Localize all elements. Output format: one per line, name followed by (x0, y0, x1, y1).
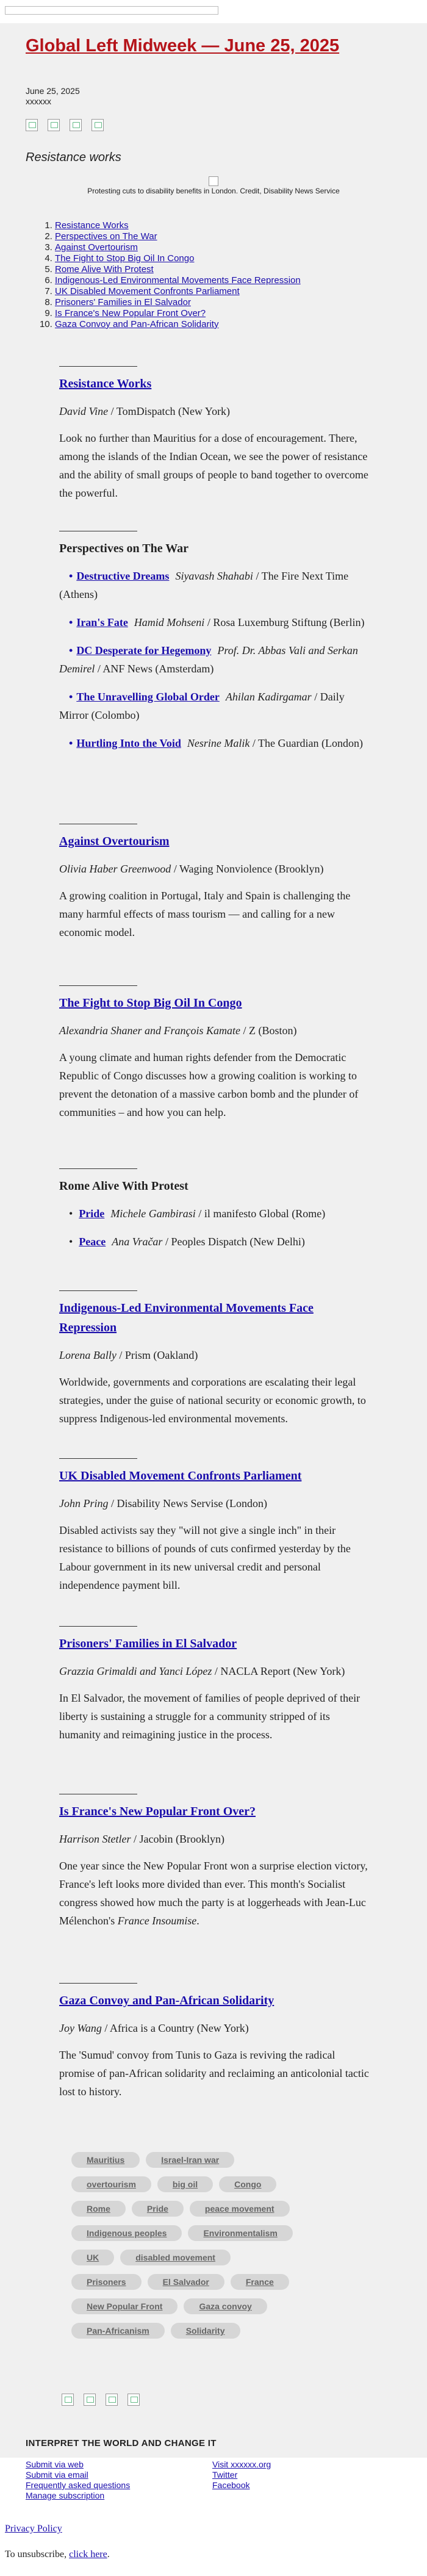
tag-chip[interactable]: Prisoners (71, 2274, 142, 2290)
unsubscribe-line (5, 2549, 110, 2560)
toc-item[interactable] (55, 275, 401, 286)
submit-email-link[interactable]: Submit via email (26, 2470, 88, 2480)
article-heading-link[interactable]: UK Disabled Movement Confronts Parliament (59, 1469, 302, 1483)
newsletter-header (26, 34, 401, 330)
divider (59, 1983, 137, 1984)
article-summary: Look no further than Mauritius for a dose of encouragement. There, among the islands of the Indian Ocean, we see the power of resistance and the ability of small groups of people to band together to overcome the powerful. (59, 432, 368, 499)
article-author: Nesrine Malik (187, 737, 250, 749)
divider (59, 1458, 137, 1459)
header-banner-image (5, 6, 218, 15)
tag-chip[interactable]: Israel-Iran war (146, 2152, 234, 2168)
list-item: • Pride Michele Gambirasi / il manifesto Global (Rome) (59, 1204, 370, 1223)
tag-chip[interactable]: disabled movement (120, 2250, 231, 2265)
toc-item[interactable] (55, 264, 401, 275)
tag-chip[interactable]: peace movement (190, 2201, 290, 2217)
article-summary: Worldwide, governments and corporations are escalating their legal strategies, under the guise of national security or economic growth, to suppress Indigenous-led environmental movements. (59, 1376, 366, 1425)
social-icon[interactable] (84, 2394, 96, 2406)
tag-row (71, 2176, 358, 2192)
article-link[interactable]: Hurtling Into the Void (76, 737, 181, 749)
article-resistance-works: Resistance Works David Vine / TomDispatch (New York) Look no further than Mauritius for a dose of encouragement. There, among the islands of the Indian Ocean, we see the power of resistance and the ability of small groups of people to band together to overcome the powerful. (59, 366, 370, 502)
social-icon[interactable] (127, 2394, 140, 2406)
tag-row (71, 2201, 358, 2217)
perspectives-list (59, 567, 370, 752)
tag-chip[interactable]: New Popular Front (71, 2298, 178, 2314)
article-uk: UK Disabled Movement Confronts Parliament John Pring / Disability News Servise (London) Disabled activists say they "will not give a single inch" in their resistance to billions of pounds of cuts confirmed yesterday by the Labour government in its new universal credit and personal independence payment bill. (59, 1458, 370, 1594)
article-source: Peoples Dispatch (New Delhi) (171, 1236, 305, 1248)
article-overtourism: Against Overtourism Olivia Haber Greenwood / Waging Nonviolence (Brooklyn) A growing coalition in Portugal, Italy and Spain is challenging the many harmful effects of mass tourism — and calling for a new economic model. (59, 824, 370, 941)
share-icon[interactable] (48, 119, 60, 131)
toc-link[interactable]: Gaza Convoy and Pan-African Solidarity (55, 318, 219, 329)
summary-end: . (196, 1915, 199, 1927)
toc-item[interactable] (55, 286, 401, 297)
tag-chip[interactable]: Pride (132, 2201, 184, 2217)
divider (59, 985, 137, 986)
social-icon[interactable] (62, 2394, 74, 2406)
list-item: • Hurtling Into the Void Nesrine Malik / The Guardian (London) (59, 734, 370, 752)
page-title[interactable]: Global Left Midweek — June 25, 2025 (26, 36, 340, 56)
article-author: Grazzia Grimaldi and Yanci López (59, 1665, 212, 1677)
footer-links-right (212, 2459, 399, 2501)
tag-chip[interactable]: Solidarity (171, 2323, 240, 2339)
article-source: Disability News Servise (London) (117, 1497, 267, 1509)
toc-item[interactable] (55, 308, 401, 319)
toc-link[interactable]: The Fight to Stop Big Oil In Congo (55, 253, 195, 264)
section-title: Resistance works (26, 151, 121, 164)
article-indigenous: Indigenous-Led Environmental Movements Face Repression Lorena Bally / Prism (Oakland) Worldwide, governments and corporations are escalating their legal strategies, under the guise of national security or economic growth, to suppress Indigenous-led environmental movements. (59, 1290, 370, 1428)
article-heading: Perspectives on The War (59, 542, 189, 555)
tag-chip[interactable]: Pan-Africanism (71, 2323, 165, 2339)
tag-row (71, 2152, 358, 2168)
footer-links (26, 2459, 404, 2501)
article-heading: Rome Alive With Protest (59, 1179, 188, 1193)
article-source: il manifesto Global (Rome) (204, 1207, 326, 1220)
article-source: Z (Boston) (248, 1024, 297, 1037)
article-source: NACLA Report (New York) (220, 1665, 345, 1677)
toc-link[interactable]: Is France's New Popular Front Over? (55, 308, 206, 318)
article-author: David Vine (59, 405, 109, 417)
manage-subscription-link[interactable]: Manage subscription (26, 2491, 105, 2500)
toc-link[interactable]: UK Disabled Movement Confronts Parliament (55, 286, 240, 297)
tag-row (71, 2225, 358, 2241)
toc-link[interactable]: Rome Alive With Protest (55, 264, 154, 275)
article-author: Alexandria Shaner and François Kamate (59, 1024, 240, 1037)
article-author: Lorena Bally (59, 1349, 117, 1361)
hero-image-caption (26, 176, 401, 196)
article-link[interactable]: Iran's Fate (76, 616, 128, 628)
article-author: John Pring (59, 1497, 109, 1509)
footer-heading: INTERPRET THE WORLD AND CHANGE IT (26, 2438, 217, 2448)
list-item: • Destructive Dreams Siyavash Shahabi / The Fire Next Time (Athens) (59, 567, 370, 603)
divider (59, 1290, 137, 1291)
toc-link[interactable]: Against Overtourism (55, 242, 138, 253)
tag-chip[interactable]: El Salvador (148, 2274, 224, 2290)
article-author: Harrison Stetler (59, 1833, 131, 1845)
tag-row (71, 2323, 358, 2339)
article-source: The Fire Next Time (Athens) (59, 570, 349, 600)
tag-chip[interactable]: France (231, 2274, 289, 2290)
submit-web-link[interactable]: Submit via web (26, 2459, 84, 2469)
toc-item[interactable] (55, 220, 401, 231)
article-author: Ana Vračar (112, 1236, 163, 1248)
hero-image (209, 176, 218, 186)
article-heading-link[interactable]: Resistance Works (59, 377, 152, 390)
toc-item[interactable] (55, 297, 401, 308)
table-of-contents (26, 220, 401, 330)
share-icon[interactable] (70, 119, 82, 131)
article-link[interactable]: Pride (79, 1207, 105, 1220)
tag-chip[interactable]: big oil (157, 2176, 213, 2192)
article-link[interactable]: The Unravelling Global Order (76, 691, 220, 703)
article-source: ANF News (Amsterdam) (102, 663, 214, 675)
unsubscribe-link[interactable]: click here (69, 2549, 107, 2560)
article-perspectives (59, 531, 370, 762)
article-summary: Disabled activists say they "will not give a single inch" in their resistance to billions of pounds of cuts confirmed yesterday by the Labour government in its new universal credit and personal independence payment bill. (59, 1524, 351, 1591)
article-heading-link[interactable]: Is France's New Popular Front Over? (59, 1805, 256, 1818)
article-source: Jacobin (Brooklyn) (139, 1833, 225, 1845)
article-heading-link[interactable]: Gaza Convoy and Pan-African Solidarity (59, 1994, 274, 2007)
tag-chip[interactable]: overtourism (71, 2176, 151, 2192)
article-source: Daily Mirror (Colombo) (59, 691, 345, 721)
summary-emphasis: France Insoumise (117, 1915, 197, 1927)
article-summary: In El Salvador, the movement of families of people deprived of their liberty is sustaining a struggle for a community stripped of its humanity and reimagining justice in the process. (59, 1692, 361, 1741)
article-summary: A young climate and human rights defender from the Democratic Republic of Congo discusses how a growing coalition is working to prevent the detonation of a massive carbon bomb and the plunder of communities – and how you can help. (59, 1051, 359, 1118)
social-icons (62, 2394, 140, 2406)
tag-chip[interactable]: Indigenous peoples (71, 2225, 182, 2241)
article-link[interactable]: Destructive Dreams (76, 570, 170, 582)
divider (59, 1168, 137, 1169)
article-summary (59, 1857, 370, 1930)
issue-date: June 25, 2025 (26, 86, 80, 96)
list-item: • Iran's Fate Hamid Mohseni / Rosa Luxemburg Stiftung (Berlin) (59, 613, 370, 631)
divider (59, 1626, 137, 1627)
article-heading-link[interactable]: The Fight to Stop Big Oil In Congo (59, 996, 242, 1010)
share-icons (26, 119, 401, 131)
article-source: Waging Nonviolence (Brooklyn) (179, 863, 324, 875)
toc-link[interactable]: Resistance Works (55, 220, 129, 231)
toc-link[interactable]: Prisoners' Families in El Salvador (55, 297, 191, 308)
tag-cloud (71, 2152, 358, 2347)
article-heading-link[interactable]: Indigenous-Led Environmental Movements Face Repression (59, 1301, 314, 1334)
article-gaza: Gaza Convoy and Pan-African Solidarity Joy Wang / Africa is a Country (New York) The 'Sumud' convoy from Tunis to Gaza is reviving the radical promise of pan-African solidarity and reclaiming an anticolonial tactic lost to history. (59, 1983, 370, 2101)
rome-list (59, 1204, 370, 1251)
article-author: Prof. Dr. Abbas Vali and Serkan Demirel (59, 644, 358, 675)
article-link[interactable]: DC Desperate for Hegemony (76, 644, 212, 657)
article-rome (59, 1168, 370, 1261)
article-heading-link[interactable]: Against Overtourism (59, 835, 170, 848)
article-author: Hamid Mohseni (134, 616, 205, 628)
list-item: • Peace Ana Vračar / Peoples Dispatch (New Delhi) (59, 1232, 370, 1251)
article-heading-link[interactable]: Prisoners' Families in El Salvador (59, 1637, 237, 1650)
tag-row (71, 2274, 358, 2290)
article-author: Joy Wang (59, 2022, 102, 2034)
article-france: Is France's New Popular Front Over? Harrison Stetler / Jacobin (Brooklyn) One year since the New Popular Front won a surprise election victory, France's left looks more divided than ever. This month's Socialist congress showed how much the party is at loggerheads with Jean-Luc Mélenchon's France Insoumise. (59, 1794, 370, 1930)
facebook-link[interactable]: Facebook (212, 2480, 250, 2490)
article-summary: A growing coalition in Portugal, Italy and Spain is challenging the many harmful effects of mass tourism — and calling for a new economic model. (59, 890, 351, 938)
toc-item[interactable] (55, 242, 401, 253)
toc-link[interactable]: Indigenous-Led Environmental Movements Face Repression (55, 275, 301, 286)
tag-chip[interactable]: Rome (71, 2201, 126, 2217)
faq-link[interactable]: Frequently asked questions (26, 2480, 131, 2490)
unsubscribe-suffix: . (107, 2549, 110, 2560)
share-icon[interactable] (26, 119, 38, 131)
tag-row (71, 2250, 358, 2265)
article-source: The Guardian (London) (258, 737, 363, 749)
caption-text: Protesting cuts to disability benefits in London. Credit, Disability News Service (87, 186, 340, 195)
article-author: Siyavash Shahabi (175, 570, 253, 582)
article-source: Africa is a Country (New York) (109, 2022, 249, 2034)
article-author: Michele Gambirasi (110, 1207, 196, 1220)
article-summary: The 'Sumud' convoy from Tunis to Gaza is reviving the radical promise of pan-African solidarity and reclaiming an anticolonial tactic lost to history. (59, 2049, 369, 2098)
toc-link[interactable]: Perspectives on The War (55, 231, 157, 242)
article-congo: The Fight to Stop Big Oil In Congo Alexandria Shaner and François Kamate / Z (Boston) A young climate and human rights defender from the Democratic Republic of Congo discusses how a growing coalition is working to prevent the detonation of a massive carbon bomb and the plunder of communities – and how you can help. (59, 985, 370, 1121)
privacy-policy-link[interactable]: Privacy Policy (5, 2524, 62, 2534)
article-author: Ahilan Kadirgamar (225, 691, 312, 703)
article-source: Rosa Luxemburg Stiftung (Berlin) (213, 616, 365, 628)
list-item: • The Unravelling Global Order Ahilan Kadirgamar / Daily Mirror (Colombo) (59, 688, 370, 724)
list-item: • DC Desperate for Hegemony Prof. Dr. Abbas Vali and Serkan Demirel / ANF News (Amsterdam) (59, 641, 370, 678)
article-el-salvador: Prisoners' Families in El Salvador Grazzia Grimaldi and Yanci López / NACLA Report (New York) In El Salvador, the movement of families of people deprived of their liberty is sustaining a struggle for a community stripped of its humanity and reimagining justice in the process. (59, 1626, 370, 1744)
unsubscribe-text: To unsubscribe, (5, 2549, 70, 2560)
tag-chip[interactable]: Gaza convoy (184, 2298, 267, 2314)
tag-chip[interactable]: Mauritius (71, 2152, 140, 2168)
social-icon[interactable] (106, 2394, 118, 2406)
divider (59, 366, 137, 367)
share-icon[interactable] (92, 119, 104, 131)
twitter-link[interactable]: Twitter (212, 2470, 238, 2480)
summary-text: One year since the New Popular Front won a surprise election victory, France's left looks more divided than ever. This month's Socialist congress showed how much the party is at loggerheads with Jean-Luc Mélenchon's (59, 1860, 368, 1927)
footer-links-left (26, 2459, 212, 2501)
tag-chip[interactable]: UK (71, 2250, 114, 2265)
toc-item[interactable] (55, 319, 401, 330)
toc-item[interactable] (55, 253, 401, 264)
visit-site-link[interactable]: Visit xxxxxx.org (212, 2459, 271, 2469)
issue-code: xxxxxx (26, 96, 51, 106)
article-source: Prism (Oakland) (124, 1349, 198, 1361)
tag-chip[interactable]: Environmentalism (188, 2225, 292, 2241)
footer (26, 2438, 404, 2501)
toc-item[interactable] (55, 231, 401, 242)
article-link[interactable]: Peace (79, 1236, 106, 1248)
article-source: TomDispatch (New York) (116, 405, 231, 417)
tag-row (71, 2298, 358, 2314)
article-author: Olivia Haber Greenwood (59, 863, 171, 875)
tag-chip[interactable]: Congo (219, 2176, 276, 2192)
